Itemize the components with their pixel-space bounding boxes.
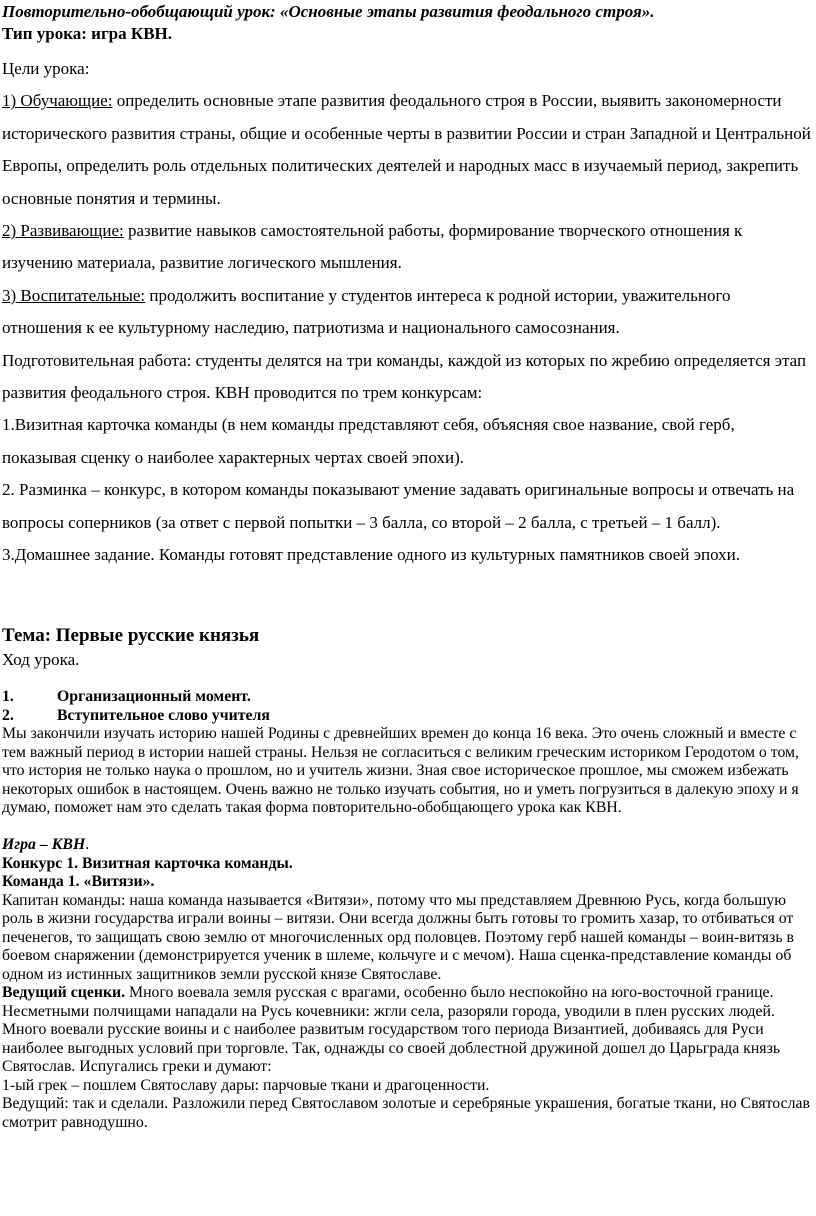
host-label: Ведущий сценки. xyxy=(2,984,126,1001)
contest-item: 3.Домашнее задание. Команды готовят представление одного из культурных памятников своей эпохи. xyxy=(2,545,741,565)
goal-label: 2) Развивающие: xyxy=(2,221,124,241)
goal-item xyxy=(2,85,812,215)
step-item xyxy=(2,688,812,707)
step-number: 2. xyxy=(2,706,14,724)
goal-text: развитие навыков самостоятельной работы, формирование творческого отношения к изучению материала, развитие логического мышления. xyxy=(2,221,743,273)
document-title: Повторительно-обобщающий урок: «Основные этапы развития феодального строя». xyxy=(2,2,655,21)
team1-heading: Команда 1. «Витязи». xyxy=(2,873,155,890)
preparation-text: Подготовительная работа: студенты делятся на три команды, каждой из которых по жребию определяется этап развития феодального строя. КВН проводится по трем конкурсам: xyxy=(2,350,807,403)
goal-text: продолжить воспитание у студентов интереса к родной истории, уважительного отношения к ее культурному наследию, патриотизма и национального самосознания. xyxy=(2,285,731,338)
course-label: Ход урока. xyxy=(2,650,80,669)
spacer xyxy=(2,818,812,837)
host-text: Много воевала земля русская с врагами, особенно было неспокойно на юго-восточной границе. Несметными полчищами нападали на Русь кочевники: жгли села, разоряли города, уводили в плен русских людей. Много воевали русские воины и с наиболее развитым государством того периода Византией, добиваясь для Руси наиболее выгодных условий при торговле. Так, однажды со своей доблестной дружиной дошел до Царьграда князь Святослав. Испугались греки и думают: xyxy=(2,984,781,1075)
captain-paragraph: Капитан команды: наша команда называется «Витязи», потому что мы представляем Древнюю Русь, когда большую роль в жизни государства играли воины – витязи. Они всегда должны быть готовы то громить хазар, то отбиваться от печенегов, то защищать свою землю от многочисленных орд половцев. Поэтому герб нашей команды – воин-витязь в боевом снаряжении (демонстрируется ученик в шлеме, кольчуге и с мечом). Наша сценка-представление команды об одном из истинных защитников земли русской князе Святославе. xyxy=(2,891,794,983)
contest1-heading: Конкурс 1. Визитная карточка команды. xyxy=(2,854,293,872)
intro-paragraph: Мы закончили изучать историю нашей Родины с древнейших времен до конца 16 века. Это очень сложный и вместе с тем важный период в истории нашей страны. Нельзя не согласиться с великим греческим историком Геродотом о том, что история не только наука о прошлом, но и учитель жизни. Зная свое историческое прошлое, мы сможем избежать некоторых ошибок в настоящем. Очень важно не только изучать события, но и уметь погрузиться в далекую эпоху и я думаю, поможет нам это сделать такая форма повторительно-обобщающего урока как КВН. xyxy=(2,725,800,816)
goal-label: 3) Воспитательные: xyxy=(2,285,146,305)
step-text: Организационный момент. xyxy=(57,688,251,705)
game-label: Игра – КВН xyxy=(2,836,86,853)
goals-heading: Цели урока: xyxy=(2,59,90,78)
goal-label: 1) Обучающие: xyxy=(2,91,113,111)
topic-heading: Тема: Первые русские князья xyxy=(2,625,260,646)
step-text: Вступительное слово учителя xyxy=(57,706,270,724)
step-item xyxy=(2,707,812,726)
goal-item xyxy=(2,215,812,280)
goal-text: определить основные этапе развития феодального строя в России, выявить закономерности исторического развития страны, общие и особенные черты в развитии России и стран Западной и Центральной Европы, определить роль отдельных политических деятелей и народных масс в изучаемый период, закрепить основные понятия и термины. xyxy=(2,91,811,208)
contest-item: 2. Разминка – конкурс, в котором команды показывают умение задавать оригинальные вопросы и отвечать на вопросы соперников (за ответ с первой попытки – 3 балла, со второй – 2 балла, с третьей – 1 балл). xyxy=(2,480,795,532)
step-number: 1. xyxy=(2,688,14,705)
greek-line: 1-ый грек – пошлем Святославу дары: парчовые ткани и драгоценности. xyxy=(2,1076,490,1094)
host-paragraph xyxy=(2,984,812,1077)
goals-section xyxy=(2,53,812,572)
goal-item xyxy=(2,280,812,345)
host2-paragraph: Ведущий: так и сделали. Разложили перед Святославом золотые и серебряные украшения, богатые ткани, но Святослав смотрит равнодушно. xyxy=(2,1095,810,1131)
game-dot: . xyxy=(85,836,90,853)
lesson-body xyxy=(2,688,812,1132)
game-heading xyxy=(2,836,812,855)
contest-item: 1.Визитная карточка команды (в нем команды представляют себя, объясняя свое название, свой герб, показывая сценку о наиболее характерных чертах своей эпохи). xyxy=(2,415,735,467)
lesson-type: Тип урока: игра КВН. xyxy=(2,24,173,43)
